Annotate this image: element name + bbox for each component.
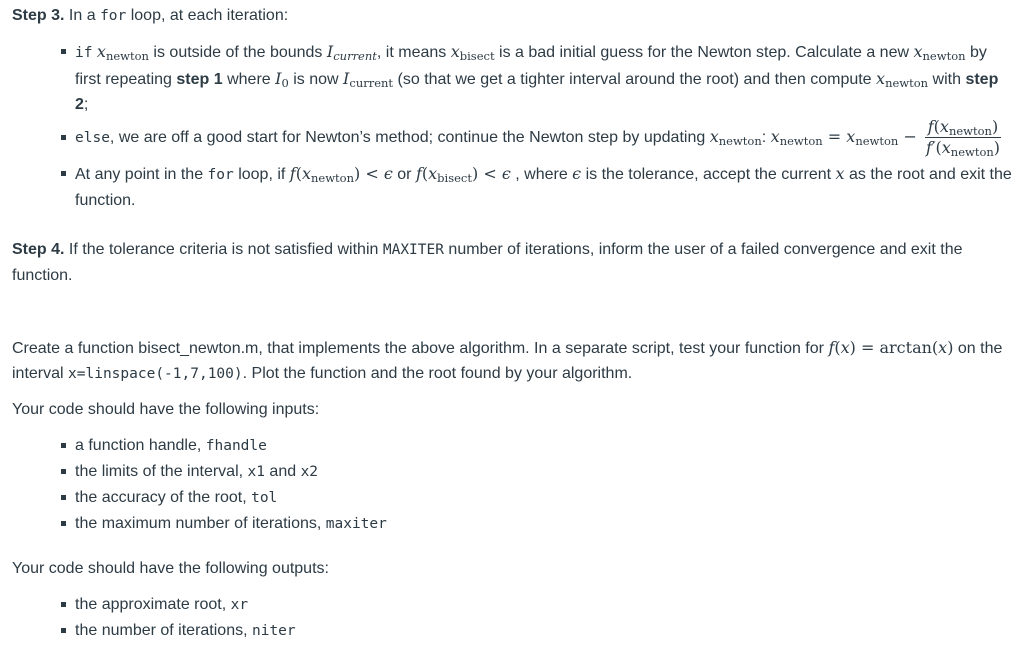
step3-label: Step 3. xyxy=(12,7,65,24)
outputs-list xyxy=(0,592,1024,644)
list-item: the accuracy of the root, tol xyxy=(0,485,1024,511)
code-for: for xyxy=(207,167,234,183)
list-item: the limits of the interval, x1 and x2 xyxy=(0,459,1024,485)
code-for: for xyxy=(100,8,127,24)
math-x-newton: $x_{newton}$ xyxy=(709,127,762,148)
bullet-else: else, we are off a good start for Newton’s method; continue the Newton step by updating $x_{newton}$: $x_{newton} = x_{newton}$ − $\frac{f(x_{newton})}{f'(x_{newton})}$ xyxy=(0,113,1024,161)
bullet-marker xyxy=(61,49,66,54)
math-x-newton: $x_{newton}$ xyxy=(96,42,149,63)
math-x-newton: $x_{newton}$ xyxy=(913,42,966,63)
inputs-heading: Your code should have the following inputs: xyxy=(12,401,320,418)
math-x-newton: $x_{newton}$ xyxy=(876,69,929,90)
math-I-zero: $I_0$ xyxy=(275,69,289,90)
math-x-bisect: $x_{bisect}$ xyxy=(450,42,495,63)
math-newton-update: $x_{newton} = x_{newton}$ − $\frac{f(x_{newton})}{f'(x_{newton})}$ xyxy=(770,117,1001,159)
math-f-arctan: f(x) = arctan(x) xyxy=(828,338,954,357)
bullet-marker xyxy=(61,171,66,176)
step3-intro-rest: loop, at each iteration: xyxy=(130,7,289,24)
code-maxiter: MAXITER xyxy=(382,242,444,258)
math-eps: ϵ xyxy=(572,164,582,183)
code-niter: niter xyxy=(251,623,296,639)
bullet-if: if $x_{newton}$ is outside of the bounds $I_{current}$, it means $x_{bisect}$ is a bad initial guess for the Newton step. Calculate a new $x_{newton}$ by first repeating step 1 where $I_0$ is now $I_{current}$ (so that we get a tighter interval around the root) and then compute $x_{newton}$ with step 2; xyxy=(0,39,1024,113)
code-linspace: x=linspace(-1,7,100) xyxy=(68,366,243,382)
code-fhandle: fhandle xyxy=(205,438,267,454)
step1-ref: step 1 xyxy=(176,71,223,88)
math-x: x xyxy=(835,164,845,183)
math-I-current: $I_{current}$ xyxy=(326,42,377,63)
code-x1: x1 xyxy=(247,464,265,480)
list-item: the maximum number of iterations, maxiter xyxy=(0,511,1024,537)
list-item: the number of iterations, niter xyxy=(0,618,1024,644)
step3-heading xyxy=(12,3,1017,29)
math-f-newton-lt-eps: $f(x_{newton}) < \epsilon$ xyxy=(289,164,393,185)
step2-ref: step 2 xyxy=(75,71,999,113)
bullet-marker xyxy=(61,135,66,140)
step3-intro: In a xyxy=(68,7,96,24)
code-else: else xyxy=(75,130,110,146)
math-f-bisect-lt-eps: $f(x_{bisect}) < \epsilon$ xyxy=(415,164,511,185)
list-item: a function handle, fhandle xyxy=(0,433,1024,459)
step4-paragraph: Step 4. If the tolerance criteria is not satisfied within MAXITER number of iterations, inform the user of a failed convergence and exit the function. xyxy=(12,241,963,284)
step3-bullets xyxy=(0,39,1024,211)
task-paragraph: Create a function bisect_newton.m, that implements the above algorithm. In a separate script, test your function for f(x) = arctan(x) on the interval x=linspace(-1,7,100). Plot the function and the root found by your algorithm. xyxy=(12,338,1003,382)
step4-label: Step 4. xyxy=(12,241,65,258)
list-item: the approximate root, xr xyxy=(0,592,1024,618)
inputs-list xyxy=(0,433,1024,537)
code-if: if xyxy=(75,45,93,61)
math-I-current: $I_{current}$ xyxy=(343,69,394,90)
code-xr: xr xyxy=(230,597,249,613)
code-x2: x2 xyxy=(300,464,319,480)
code-tol: tol xyxy=(251,490,278,506)
outputs-heading: Your code should have the following outputs: xyxy=(12,560,329,577)
newton-fraction: $\frac{f(x_{newton})}{f'(x_{newton})}$ xyxy=(925,117,1001,159)
bullet-tolerance: At any point in the for loop, if $f(x_{newton}) < \epsilon$ or $f(x_{bisect}) < \epsilon$ , where ϵ is the tolerance, accept the current x as the root and exit the function. xyxy=(0,161,1024,211)
code-maxiter: maxiter xyxy=(325,516,387,532)
